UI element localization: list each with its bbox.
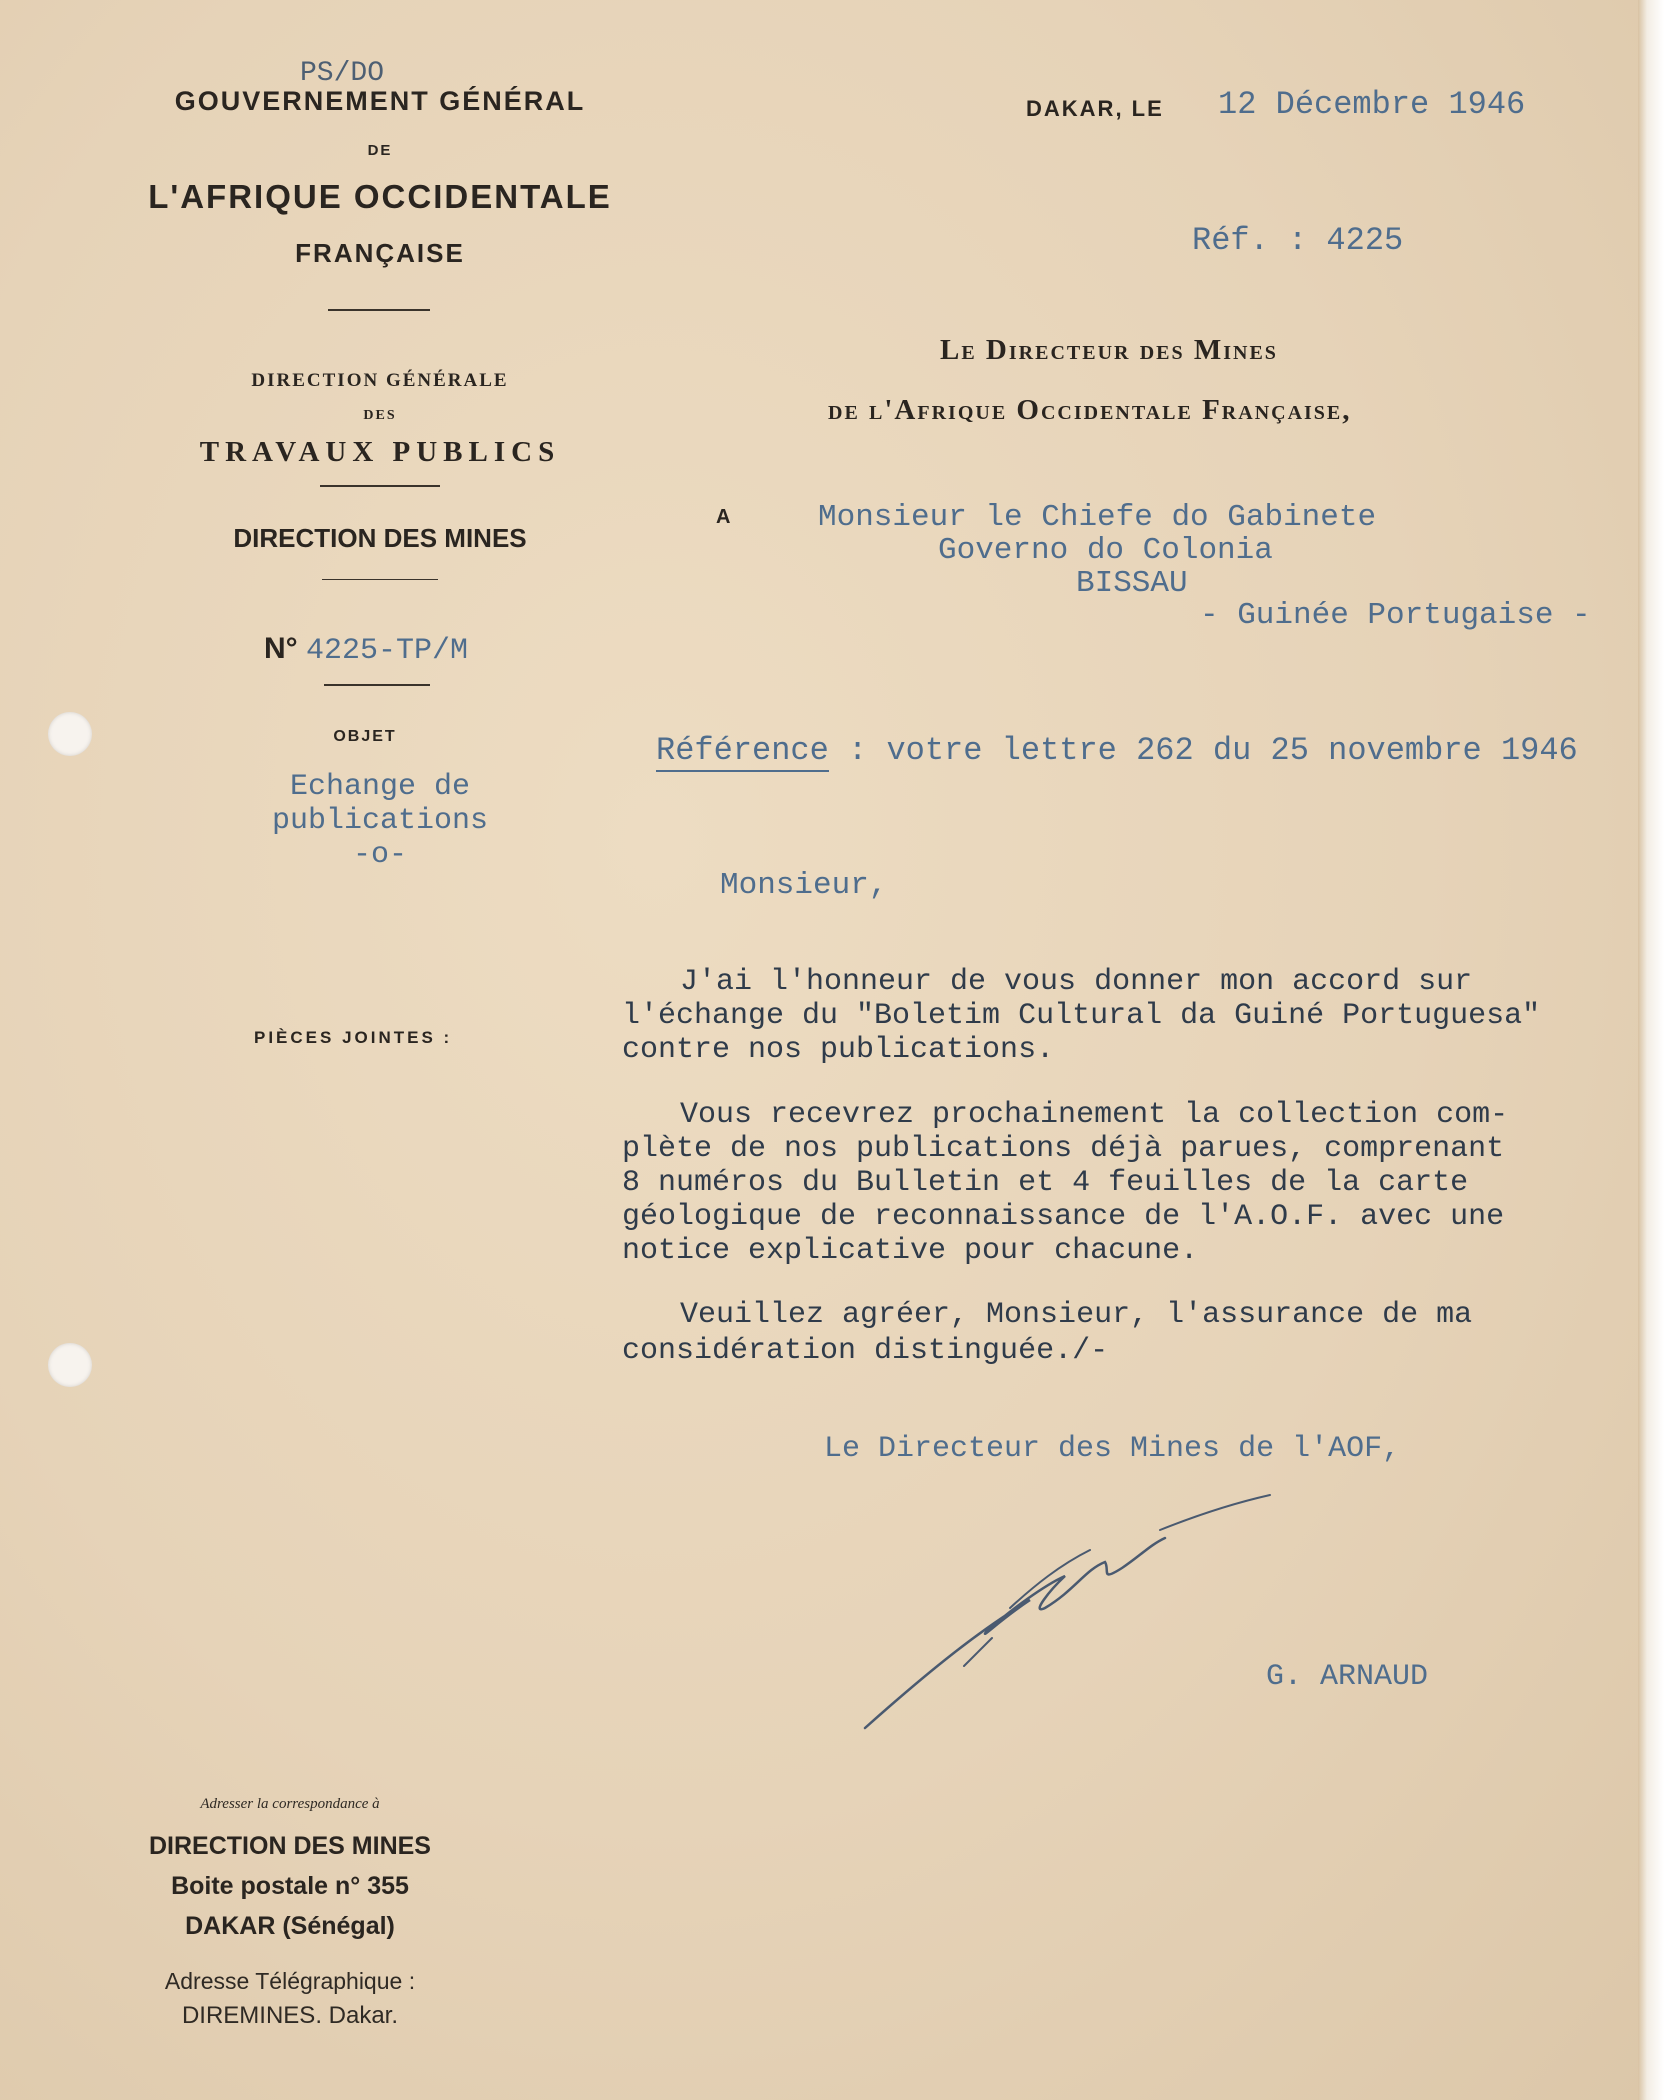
footer-boite-postale: Boite postale n° 355 bbox=[171, 1872, 409, 1900]
paragraph-1-line: l'échange du "Boletim Cultural da Guiné Portuguesa" bbox=[622, 999, 1541, 1033]
divider bbox=[324, 684, 430, 686]
numero-line bbox=[264, 632, 468, 668]
closing-title: Le Directeur des Mines de l'AOF, bbox=[824, 1432, 1401, 1466]
paragraph-1-line: J'ai l'honneur de vous donner mon accord sur bbox=[680, 965, 1473, 999]
paragraph-2-line: géologique de reconnaissance de l'A.O.F. avec une bbox=[622, 1200, 1505, 1234]
recipient-line-2: Governo do Colonia bbox=[938, 533, 1273, 568]
letter-date: 12 Décembre 1946 bbox=[1218, 86, 1526, 123]
signatory-name: G. ARNAUD bbox=[1266, 1660, 1429, 1694]
travaux-publics: TRAVAUX PUBLICS bbox=[199, 436, 561, 468]
des-label: DES bbox=[363, 408, 397, 423]
paragraph-2-line: plète de nos publications déjà parues, comprenant bbox=[622, 1132, 1505, 1166]
reference-line bbox=[656, 732, 1578, 769]
paragraph-2-line: 8 numéros du Bulletin et 4 feuilles de la carte bbox=[622, 1166, 1469, 1200]
recipient-a-label: A bbox=[716, 506, 731, 528]
divider bbox=[322, 579, 438, 580]
divider bbox=[328, 309, 430, 311]
paragraph-3-line: Veuillez agréer, Monsieur, l'assurance de ma bbox=[680, 1298, 1473, 1332]
direction-des-mines: DIRECTION DES MINES bbox=[233, 523, 527, 553]
reference-text: : votre lettre 262 du 25 novembre 1946 bbox=[848, 732, 1578, 769]
objet-line-1: Echange de bbox=[289, 770, 471, 804]
footer-telegraphique-value: DIREMINES. Dakar. bbox=[181, 2002, 399, 2029]
paragraph-2-line: Vous recevrez prochainement la collection com- bbox=[680, 1098, 1509, 1132]
paragraph-2-line: notice explicative pour chacune. bbox=[622, 1234, 1199, 1268]
footer-telegraphique-label: Adresse Télégraphique : bbox=[164, 1968, 416, 1994]
numero-label: N° bbox=[264, 632, 298, 665]
recipient-line-3: BISSAU bbox=[1076, 566, 1188, 601]
page-edge bbox=[1638, 0, 1664, 2100]
footer-dakar: DAKAR (Sénégal) bbox=[185, 1912, 395, 1940]
divider bbox=[320, 485, 440, 487]
footer-direction: DIRECTION DES MINES bbox=[149, 1832, 431, 1860]
signature bbox=[860, 1490, 1280, 1740]
salutation: Monsieur, bbox=[720, 868, 888, 903]
paragraph-1-line: contre nos publications. bbox=[622, 1033, 1055, 1067]
objet-line-2: publications bbox=[271, 804, 489, 838]
pieces-jointes: PIÈCES JOINTES : bbox=[254, 1028, 453, 1047]
objet-label: OBJET bbox=[333, 728, 397, 745]
handwritten-annotation: PS/DO bbox=[300, 58, 385, 89]
paragraph-3-line: considération distinguée./- bbox=[622, 1334, 1109, 1368]
directeur-line-1: Le Directeur des Mines bbox=[940, 334, 1278, 366]
directeur-line-2: de l'Afrique Occidentale Française, bbox=[828, 394, 1352, 426]
numero-value: 4225-TP/M bbox=[306, 634, 469, 668]
recipient-line-1: Monsieur le Chiefe do Gabinete bbox=[818, 500, 1377, 535]
reference-number: Réf. : 4225 bbox=[1192, 222, 1404, 259]
place-label: DAKAR, LE bbox=[1026, 96, 1164, 121]
header-gouvernement: GOUVERNEMENT GÉNÉRAL bbox=[174, 86, 586, 116]
punch-hole bbox=[48, 1343, 92, 1387]
paragraph-2 bbox=[622, 1098, 1508, 1268]
footer-adresser: Adresser la correspondance à bbox=[200, 1796, 380, 1812]
paragraph-1 bbox=[622, 965, 1540, 1067]
header-francaise: FRANÇAISE bbox=[295, 238, 465, 268]
direction-generale: DIRECTION GÉNÉRALE bbox=[251, 370, 509, 391]
paragraph-3 bbox=[622, 1297, 1472, 1369]
header-de: DE bbox=[367, 142, 393, 159]
recipient-line-4: - Guinée Portugaise - bbox=[1200, 598, 1591, 633]
header-afrique-occidentale: L'AFRIQUE OCCIDENTALE bbox=[148, 178, 612, 215]
objet-line-3: -o- bbox=[352, 838, 407, 872]
reference-label: Référence bbox=[656, 732, 829, 772]
punch-hole bbox=[48, 712, 92, 756]
